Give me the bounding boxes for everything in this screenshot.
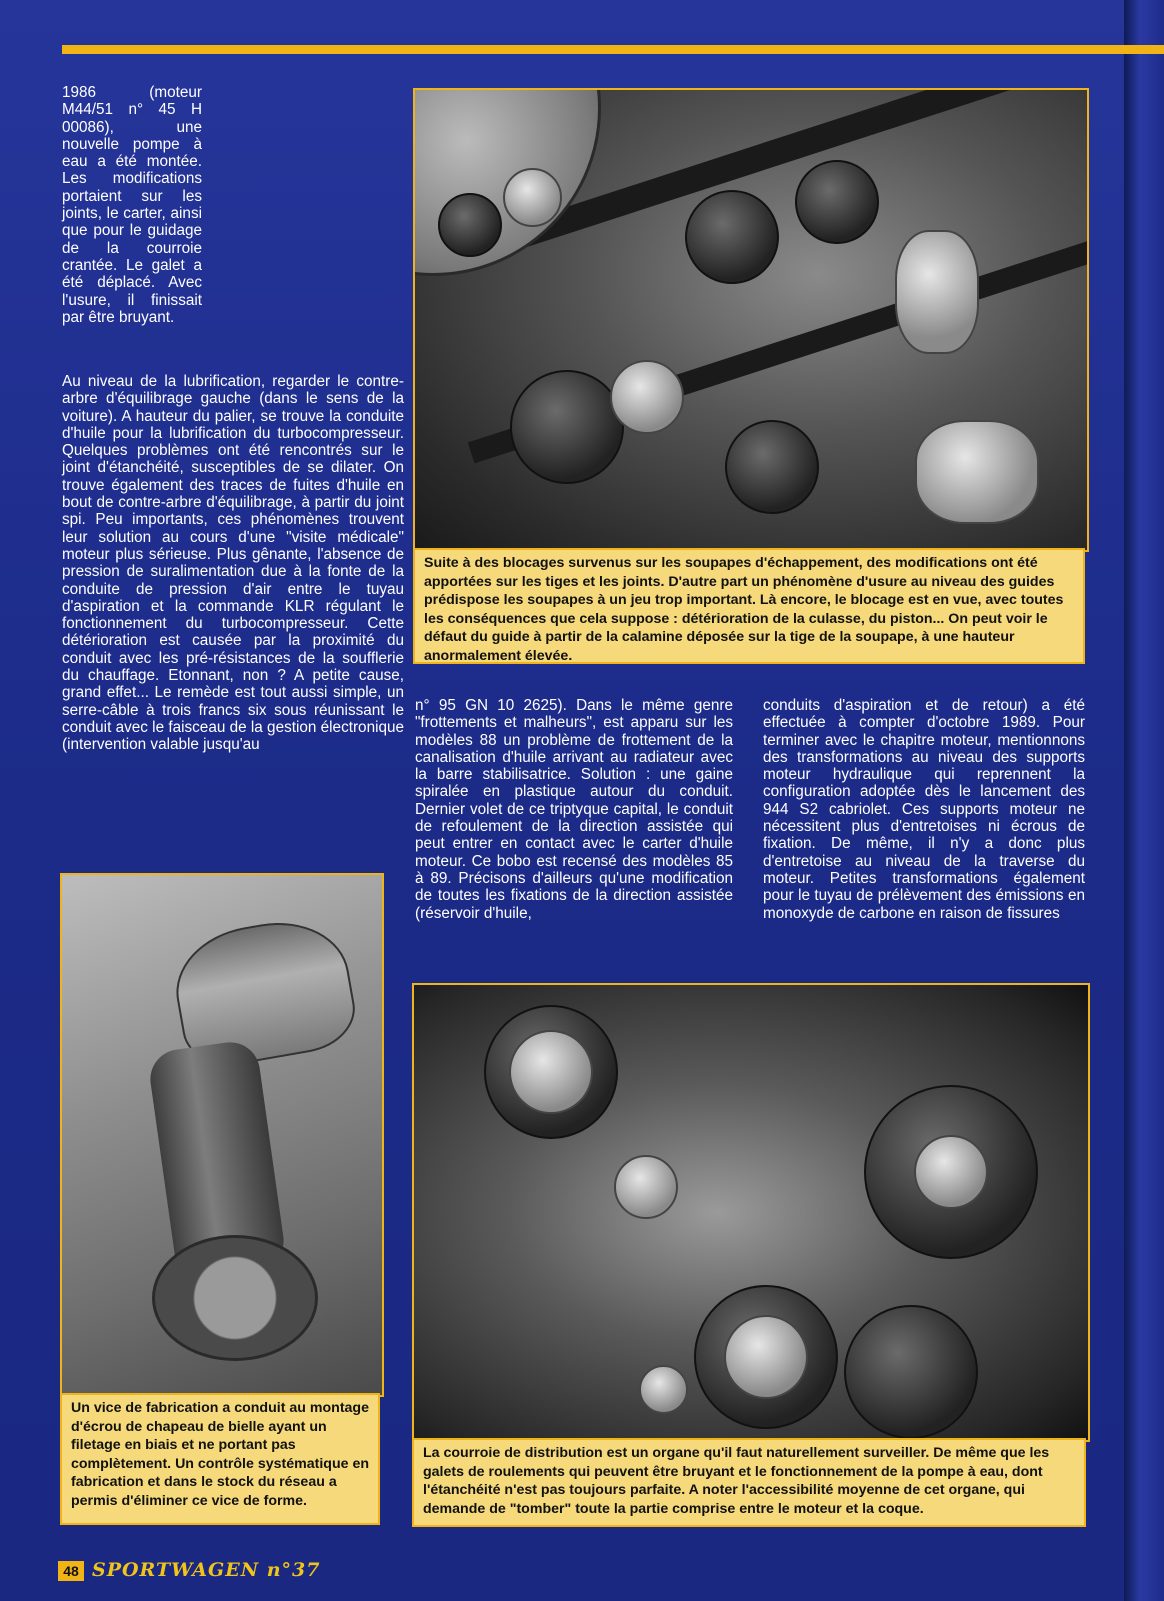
- rod-big-end: [152, 1235, 318, 1361]
- article-column-3: [763, 697, 1085, 922]
- engine-photo: [412, 983, 1090, 1442]
- article-column-1-top: [62, 84, 202, 326]
- header-rule: [62, 45, 1164, 54]
- valves-photo: [413, 88, 1089, 552]
- photo-shape: [685, 190, 779, 284]
- magazine-name: SPORTWAGEN n°37: [92, 1559, 321, 1581]
- photo-shape: [509, 1030, 593, 1114]
- piston-caption: Un vice de fabrication a conduit au montage d'écrou de chapeau de bielle ayant un filetage en biais et ne portant pas complètement. Un contrôle systématique en fabrication et dans le stock du réseau a permis d'éliminer ce vice de forme.: [60, 1393, 380, 1525]
- photo-shape: [614, 1155, 678, 1219]
- photo-shape: [895, 230, 979, 354]
- photo-shape: [510, 370, 624, 484]
- photo-shape: [915, 420, 1039, 524]
- photo-shape: [795, 160, 879, 244]
- paragraph: n° 95 GN 10 2625). Dans le même genre "frottements et malheurs", est apparu sur les modèles 88 un problème de frottement de la canalisation d'huile arrivant au radiateur avec la barre stabilisatrice. Solution : une gaine spiralée en plastique autour du conduit. Dernier volet de ce triptyque capital, le conduit de refoulement de la direction assistée qui peut entrer en contact avec le carter d'huile moteur. Ce bobo est recensé des modèles 85 à 89. Précisons d'ailleurs qu'une modification de toutes les fixations de la direction assistée (réservoir d'huile,: [415, 697, 733, 922]
- valves-caption: Suite à des blocages survenus sur les soupapes d'échappement, des modifications ont été apportées sur les tiges et les joints. D'autre part un phénomène d'usure au niveau des guides prédispose les soupapes à un jeu trop important. Là encore, le blocage est en vue, avec toutes les conséquences que cela suppose : détérioration de la culasse, du piston... On peut voir le défaut du guide à partir de la calamine déposée sur la tige de la soupape, à une hauteur anormalement élevée.: [413, 548, 1085, 664]
- photo-shape: [844, 1305, 978, 1439]
- photo-shape: [503, 168, 562, 227]
- paragraph: conduits d'aspiration et de retour) a été effectuée à compter d'octobre 1989. Pour terminer avec le chapitre moteur, mentionnons des transformations au niveau des supports moteur hydraulique qui reprennent la configuration adoptée dès le lancement des 944 S2 cabriolet. Ces supports moteur ne nécessitent plus d'entretoises ni écrous de fixation. De même, il n'y a donc plus d'entretoise au niveau de la traverse du moteur. Petites transformations également pour le tuyau de prélèvement des émissions en monoxyde de carbone en raison de fissures: [763, 697, 1085, 922]
- photo-shape: [438, 193, 502, 257]
- page-number: 48: [58, 1561, 84, 1581]
- photo-shape: [610, 360, 684, 434]
- photo-shape: [725, 420, 819, 514]
- paragraph: 1986 (moteur M44/51 n° 45 H 00086), une nouvelle pompe à eau a été montée. Les modifications portaient sur les joints, le carter, ainsi que pour le guidage de la courroie crantée. Le galet a été déplacé. Avec l'usure, il finissait par être bruyant.: [62, 84, 202, 326]
- paragraph: Au niveau de la lubrification, regarder le contre-arbre d'équilibrage gauche (dans le sens de la voiture). A hauteur du palier, se trouve la conduite d'huile pour la lubrification du turbocompresseur. Quelques problèmes ont été rencontrés sur le joint d'étanchéité, susceptibles de se dilater. On trouve également des traces de fuites d'huile en bout de contre-arbre d'équilibrage, à partir du joint spi. Peu importants, ces phénomènes trouvent leur solution au cours d'une "visite médicale" moteur plus sérieuse. Plus gênante, l'absence de pression de suralimentation due à la fonte de la conduite de pression d'air entre le tuyau d'aspiration et la commande KLR régulant le fonctionnement du turbocompresseur. Cette détérioration est causée par la proximité du conduit avec les pré-résistances de la soufflerie du chauffage. Etonnant, non ? A petite cause, grand effet... Le remède est tout aussi simple, un serre-câble à trois francs six sous réunissant le conduit avec le faisceau de la gestion électronique (intervention valable jusqu'au: [62, 373, 404, 754]
- valves-inset-circle: [413, 88, 601, 276]
- article-column-2: [415, 697, 733, 922]
- photo-shape: [914, 1135, 988, 1209]
- photo-shape: [724, 1315, 808, 1399]
- piston-photo: [60, 873, 384, 1397]
- article-column-1-bottom: [62, 373, 404, 754]
- photo-shape: [639, 1365, 688, 1414]
- engine-caption: La courroie de distribution est un organe qu'il faut naturellement surveiller. De même que les galets de roulements qui peuvent être bruyant et le fonctionnement de la pompe à eau, dont l'étanchéité n'est pas toujours parfaite. A noter l'accessibilité moyenne de cet organe, qui demande de "tomber" toute la partie comprise entre le moteur et la coque.: [412, 1438, 1086, 1527]
- next-page-edge: [1124, 0, 1164, 1601]
